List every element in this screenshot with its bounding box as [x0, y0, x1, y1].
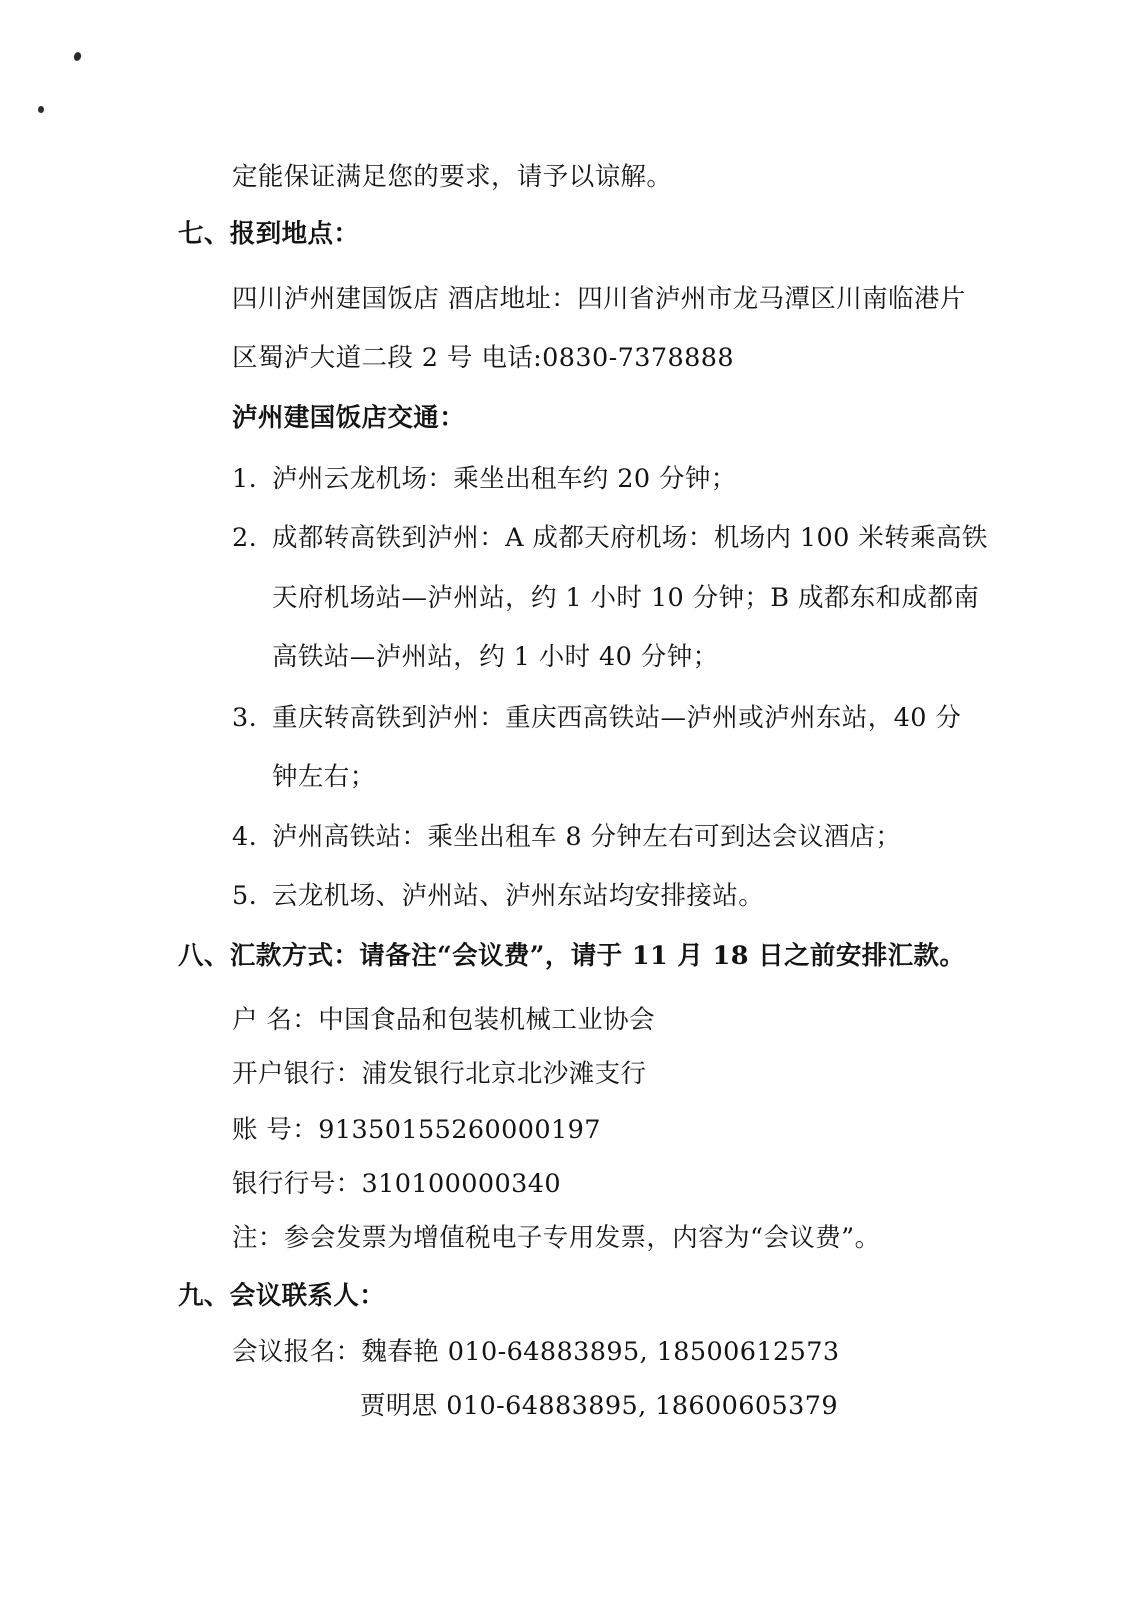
field-value: 91350155260000197	[318, 1115, 601, 1145]
list-item-number: 3.	[232, 703, 258, 733]
list-item-text: 成都转高铁到泸州：A 成都天府机场：机场内 100 米转乘高铁	[272, 523, 988, 553]
contact-line-2: 贾明思 010-64883895, 18600605379	[360, 1391, 838, 1421]
scan-speck-icon	[73, 51, 82, 62]
hotel-address-line-1: 四川泸州建国饭店 酒店地址：四川省泸州市龙马潭区川南临港片	[232, 284, 966, 314]
section-heading-7: 七、报到地点：	[178, 219, 360, 249]
list-item-number: 4.	[232, 822, 258, 852]
bank-field-account-number	[0, 1115, 1139, 1145]
list-item-text: 云龙机场、泸州站、泸州东站均安排接站。	[272, 881, 765, 911]
list-item-text: 重庆转高铁到泸州：重庆西高铁站—泸州或泸州东站，40 分	[272, 703, 962, 733]
list-item-number: 5.	[232, 881, 258, 911]
list-item-text: 泸州云龙机场：乘坐出租车约 20 分钟；	[272, 464, 737, 494]
invoice-note: 注：参会发票为增值税电子专用发票，内容为“会议费”。	[232, 1223, 881, 1253]
list-item-number: 2.	[232, 523, 258, 553]
list-item-number: 1.	[232, 464, 258, 494]
list-item-text: 泸州高铁站：乘坐出租车 8 分钟左右可到达会议酒店；	[272, 822, 902, 852]
field-label: 开户银行：	[232, 1059, 362, 1089]
field-value: 中国食品和包装机械工业协会	[318, 1005, 655, 1035]
contact-line-1: 会议报名：魏春艳 010-64883895, 18500612573	[232, 1337, 840, 1367]
hotel-address-line-2: 区蜀泸大道二段 2 号 电话:0830-7378888	[232, 343, 735, 373]
field-value: 浦发银行北京北沙滩支行	[361, 1059, 647, 1089]
field-value: 310100000340	[361, 1169, 562, 1199]
list-item-text: 钟左右；	[272, 762, 376, 792]
section-heading-9: 九、会议联系人：	[178, 1281, 386, 1311]
list-item	[0, 703, 1139, 733]
field-label: 账 号：	[232, 1115, 319, 1145]
paragraph-continuation: 定能保证满足您的要求，请予以谅解。	[232, 162, 673, 192]
field-label: 银行行号：	[232, 1169, 362, 1199]
field-label: 户 名：	[232, 1005, 319, 1035]
transport-subheading: 泸州建国饭店交通：	[232, 403, 466, 433]
list-item-text: 天府机场站—泸州站，约 1 小时 10 分钟；B 成都东和成都南	[272, 583, 980, 613]
section-heading-8: 八、汇款方式：请备注“会议费”，请于 11 月 18 日之前安排汇款。	[178, 941, 966, 971]
list-item	[0, 523, 1139, 553]
list-item	[0, 464, 1139, 494]
list-item	[0, 881, 1139, 911]
list-item	[0, 822, 1139, 852]
bank-field-bank-name	[0, 1059, 1139, 1089]
scan-speck-icon	[38, 106, 44, 113]
list-item-text: 高铁站—泸州站，约 1 小时 40 分钟；	[272, 642, 719, 672]
bank-field-account-name	[0, 1005, 1139, 1035]
bank-field-bank-code	[0, 1169, 1139, 1199]
